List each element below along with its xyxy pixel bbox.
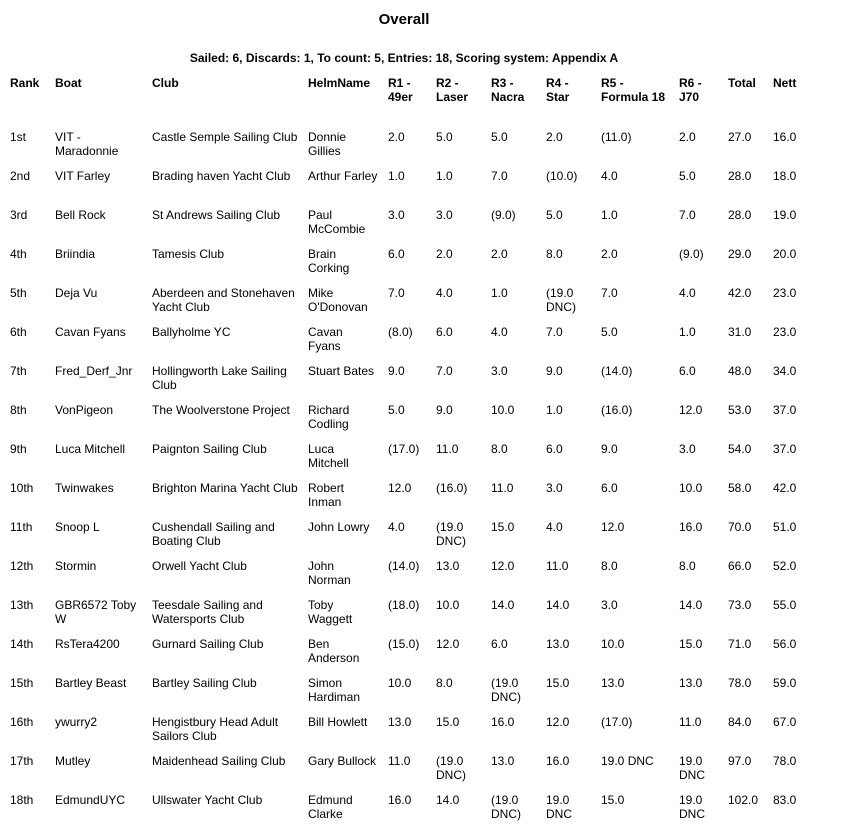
table-cell: 16.0 xyxy=(679,520,703,534)
table-cell: 7th xyxy=(10,364,27,378)
table-cell: 19.0 DNC xyxy=(546,793,572,821)
table-cell: Bartley Sailing Club xyxy=(152,676,257,690)
table-cell: 9.0 xyxy=(546,364,563,378)
table-cell: Paul McCombie xyxy=(308,208,366,236)
table-cell: Gary Bullock xyxy=(308,754,377,768)
table-cell: Bill Howlett xyxy=(308,715,368,729)
table-cell: 4.0 xyxy=(601,169,618,183)
table-cell: 10.0 xyxy=(491,403,515,417)
table-cell: Toby Waggett xyxy=(308,598,353,626)
table-cell: Bartley Beast xyxy=(55,676,127,690)
table-cell: 8.0 xyxy=(491,442,508,456)
column-header: HelmName xyxy=(308,76,371,90)
table-cell: (14.0) xyxy=(601,364,633,378)
table-cell: Cavan Fyans xyxy=(55,325,126,339)
table-cell: 2nd xyxy=(10,169,31,183)
table-cell: 12.0 xyxy=(388,481,412,495)
table-cell: 9.0 xyxy=(436,403,453,417)
column-header: Rank xyxy=(10,76,40,90)
table-cell: 31.0 xyxy=(728,325,752,339)
table-cell: Twinwakes xyxy=(55,481,114,495)
table-cell: 13.0 xyxy=(491,754,515,768)
table-cell: 19.0 DNC xyxy=(679,754,705,782)
table-cell: 3.0 xyxy=(491,364,508,378)
table-cell: 6.0 xyxy=(436,325,453,339)
table-cell: (19.0 DNC) xyxy=(546,286,576,314)
table-row xyxy=(5,520,814,559)
table-cell: Simon Hardiman xyxy=(308,676,361,704)
page-title: Overall xyxy=(378,11,430,28)
table-cell: Donnie Gillies xyxy=(308,130,347,158)
table-cell: (19.0 DNC) xyxy=(491,676,521,704)
table-cell: 29.0 xyxy=(728,247,752,261)
table-cell: 18.0 xyxy=(773,169,797,183)
table-cell: 13.0 xyxy=(601,676,625,690)
table-cell: 1.0 xyxy=(601,208,618,222)
table-cell: 11.0 xyxy=(436,442,459,456)
table-cell: 2.0 xyxy=(679,130,696,144)
table-cell: Teesdale Sailing and Watersports Club xyxy=(152,598,263,626)
table-cell: 12th xyxy=(10,559,34,573)
table-cell: 7.0 xyxy=(436,364,453,378)
table-cell: 11.0 xyxy=(679,715,702,729)
table-cell: 1.0 xyxy=(388,169,405,183)
column-header: Nett xyxy=(773,76,797,90)
table-cell: Snoop L xyxy=(55,520,100,534)
table-cell: 42.0 xyxy=(773,481,797,495)
table-cell: 15.0 xyxy=(546,676,570,690)
table-cell: RsTera4200 xyxy=(55,637,120,651)
table-cell: John Lowry xyxy=(308,520,370,534)
table-cell: 4.0 xyxy=(679,286,696,300)
table-cell: EdmundUYC xyxy=(55,793,126,807)
table-cell: 1.0 xyxy=(436,169,453,183)
table-cell: 16th xyxy=(10,715,34,729)
table-cell: 10.0 xyxy=(436,598,460,612)
table-cell: 71.0 xyxy=(728,637,752,651)
table-cell: 1st xyxy=(10,130,27,144)
table-cell: 4.0 xyxy=(436,286,453,300)
table-cell: 6th xyxy=(10,325,27,339)
table-cell: St Andrews Sailing Club xyxy=(152,208,281,222)
table-cell: (16.0) xyxy=(436,481,468,495)
table-row xyxy=(5,286,814,325)
table-cell: 13.0 xyxy=(436,559,460,573)
table-cell: 8.0 xyxy=(601,559,618,573)
table-cell: 78.0 xyxy=(728,676,752,690)
table-cell: 16.0 xyxy=(773,130,797,144)
table-cell: Hengistbury Head Adult Sailors Club xyxy=(152,715,279,743)
column-header: R4 - Star xyxy=(546,76,570,104)
table-cell: 2.0 xyxy=(546,130,563,144)
column-header: Total xyxy=(728,76,756,90)
table-cell: Mike O'Donovan xyxy=(308,286,368,314)
table-cell: 5.0 xyxy=(601,325,618,339)
table-cell: 13th xyxy=(10,598,34,612)
table-cell: (10.0) xyxy=(546,169,578,183)
column-header: Boat xyxy=(55,76,82,90)
table-cell: 7.0 xyxy=(601,286,618,300)
table-cell: VIT Farley xyxy=(55,169,111,183)
table-row xyxy=(5,481,814,520)
table-cell: Brighton Marina Yacht Club xyxy=(152,481,298,495)
table-cell: Aberdeen and Stonehaven Yacht Club xyxy=(152,286,295,314)
table-cell: 7.0 xyxy=(388,286,405,300)
table-cell: (18.0) xyxy=(388,598,420,612)
table-cell: 15.0 xyxy=(436,715,460,729)
column-header: R2 - Laser xyxy=(436,76,469,104)
table-cell: 6.0 xyxy=(388,247,405,261)
table-row xyxy=(5,676,814,715)
table-cell: 73.0 xyxy=(728,598,752,612)
table-cell: (11.0) xyxy=(601,130,632,144)
table-cell: Fred_Derf_Jnr xyxy=(55,364,133,378)
table-cell: Stormin xyxy=(55,559,97,573)
table-cell: Cavan Fyans xyxy=(308,325,343,353)
table-cell: 14.0 xyxy=(546,598,570,612)
table-cell: Robert Inman xyxy=(308,481,345,509)
column-header: Club xyxy=(152,76,179,90)
table-cell: (15.0) xyxy=(388,637,420,651)
table-cell: 15th xyxy=(10,676,34,690)
table-cell: 48.0 xyxy=(728,364,752,378)
table-cell: 5.0 xyxy=(436,130,453,144)
table-cell: Orwell Yacht Club xyxy=(152,559,247,573)
table-cell: John Norman xyxy=(308,559,351,587)
table-cell: Arthur Farley xyxy=(308,169,378,183)
table-cell: 13.0 xyxy=(679,676,703,690)
table-cell: 3.0 xyxy=(546,481,563,495)
table-row xyxy=(5,715,814,754)
table-cell: 16.0 xyxy=(546,754,570,768)
table-cell: Hollingworth Lake Sailing Club xyxy=(152,364,287,392)
table-row xyxy=(5,130,814,169)
table-row xyxy=(5,559,814,598)
table-cell: 14.0 xyxy=(679,598,703,612)
table-row xyxy=(5,403,814,442)
table-cell: (19.0 DNC) xyxy=(491,793,521,821)
table-cell: Ballyholme YC xyxy=(152,325,231,339)
table-cell: Tamesis Club xyxy=(152,247,225,261)
table-cell: 18th xyxy=(10,793,34,807)
table-cell: Brading haven Yacht Club xyxy=(152,169,291,183)
table-cell: 84.0 xyxy=(728,715,752,729)
table-cell: 4th xyxy=(10,247,27,261)
table-cell: 13.0 xyxy=(388,715,412,729)
table-cell: 83.0 xyxy=(773,793,797,807)
table-cell: 55.0 xyxy=(773,598,797,612)
table-cell: 6.0 xyxy=(491,637,508,651)
table-cell: 19.0 DNC xyxy=(679,793,705,821)
table-cell: Luca Mitchell xyxy=(55,442,126,456)
table-cell: 10.0 xyxy=(601,637,625,651)
table-cell: (17.0) xyxy=(601,715,633,729)
table-cell: (19.0 DNC) xyxy=(436,520,466,548)
table-cell: 1.0 xyxy=(546,403,563,417)
table-cell: 3rd xyxy=(10,208,28,222)
table-cell: 8.0 xyxy=(679,559,696,573)
table-cell: Deja Vu xyxy=(55,286,98,300)
table-cell: 37.0 xyxy=(773,442,797,456)
table-cell: 7.0 xyxy=(546,325,563,339)
table-cell: 5th xyxy=(10,286,27,300)
table-cell: 3.0 xyxy=(679,442,696,456)
table-cell: 27.0 xyxy=(728,130,752,144)
table-cell: (8.0) xyxy=(388,325,413,339)
table-cell: 16.0 xyxy=(491,715,515,729)
table-cell: 3.0 xyxy=(388,208,405,222)
table-row xyxy=(5,793,814,832)
table-cell: Ullswater Yacht Club xyxy=(152,793,263,807)
table-cell: Ben Anderson xyxy=(308,637,360,665)
table-cell: 37.0 xyxy=(773,403,797,417)
table-cell: (14.0) xyxy=(388,559,420,573)
table-cell: 13.0 xyxy=(546,637,570,651)
table-cell: 11.0 xyxy=(546,559,569,573)
table-cell: 51.0 xyxy=(773,520,797,534)
table-cell: 10.0 xyxy=(679,481,703,495)
table-cell: 4.0 xyxy=(388,520,405,534)
table-cell: 2.0 xyxy=(491,247,508,261)
table-cell: Castle Semple Sailing Club xyxy=(152,130,298,144)
table-cell: 3.0 xyxy=(601,598,618,612)
table-cell: 14th xyxy=(10,637,34,651)
table-row xyxy=(5,637,814,676)
table-cell: 12.0 xyxy=(491,559,515,573)
table-cell: 54.0 xyxy=(728,442,752,456)
results-table xyxy=(5,75,814,832)
table-cell: Luca Mitchell xyxy=(308,442,349,470)
table-cell: 14.0 xyxy=(436,793,460,807)
table-cell: Mutley xyxy=(55,754,91,768)
table-cell: 97.0 xyxy=(728,754,752,768)
table-cell: 56.0 xyxy=(773,637,797,651)
table-cell: 2.0 xyxy=(601,247,618,261)
table-cell: 12.0 xyxy=(679,403,703,417)
table-cell: 42.0 xyxy=(728,286,752,300)
table-cell: 9.0 xyxy=(388,364,405,378)
table-row xyxy=(5,208,814,247)
table-cell: (19.0 DNC) xyxy=(436,754,466,782)
table-cell: 52.0 xyxy=(773,559,797,573)
table-cell: 9th xyxy=(10,442,27,456)
table-cell: 10.0 xyxy=(388,676,412,690)
table-cell: Brain Corking xyxy=(308,247,350,275)
table-cell: The Woolverstone Project xyxy=(152,403,290,417)
table-cell: 66.0 xyxy=(728,559,752,573)
table-cell: VonPigeon xyxy=(55,403,114,417)
table-cell: 70.0 xyxy=(728,520,752,534)
table-cell: 58.0 xyxy=(728,481,752,495)
table-cell: 8.0 xyxy=(436,676,453,690)
table-cell: 15.0 xyxy=(679,637,703,651)
table-cell: 59.0 xyxy=(773,676,797,690)
table-cell: 11.0 xyxy=(388,754,411,768)
table-cell: 20.0 xyxy=(773,247,797,261)
table-row xyxy=(5,442,814,481)
table-cell: 6.0 xyxy=(601,481,618,495)
table-cell: 19.0 xyxy=(773,208,797,222)
column-header: R1 - 49er xyxy=(388,76,413,104)
column-header: R3 - Nacra xyxy=(491,76,525,104)
table-cell: 15.0 xyxy=(491,520,515,534)
table-cell: 28.0 xyxy=(728,208,752,222)
column-header: R6 - J70 xyxy=(679,76,702,104)
table-row xyxy=(5,754,814,793)
table-cell: 2.0 xyxy=(436,247,453,261)
table-cell: 9.0 xyxy=(601,442,618,456)
table-cell: 17th xyxy=(10,754,34,768)
table-cell: Richard Codling xyxy=(308,403,350,431)
column-header: R5 - Formula 18 xyxy=(601,76,666,104)
table-cell: 11.0 xyxy=(491,481,514,495)
table-cell: 23.0 xyxy=(773,325,797,339)
table-cell: 5.0 xyxy=(679,169,696,183)
table-cell: 1.0 xyxy=(679,325,696,339)
table-cell: 15.0 xyxy=(601,793,625,807)
table-cell: (9.0) xyxy=(679,247,704,261)
table-cell: 7.0 xyxy=(491,169,508,183)
table-cell: 5.0 xyxy=(388,403,405,417)
header-row xyxy=(5,75,814,130)
table-cell: 5.0 xyxy=(491,130,508,144)
table-cell: 4.0 xyxy=(491,325,508,339)
table-cell: 4.0 xyxy=(546,520,563,534)
table-row xyxy=(5,364,814,403)
table-cell: 10th xyxy=(10,481,34,495)
table-cell: 78.0 xyxy=(773,754,797,768)
table-header xyxy=(5,75,814,130)
table-cell: 67.0 xyxy=(773,715,797,729)
table-cell: 14.0 xyxy=(491,598,515,612)
table-cell: Edmund Clarke xyxy=(308,793,353,821)
table-cell: 1.0 xyxy=(491,286,508,300)
table-row xyxy=(5,598,814,637)
table-cell: 53.0 xyxy=(728,403,752,417)
table-cell: Paignton Sailing Club xyxy=(152,442,267,456)
table-cell: 11th xyxy=(10,520,33,534)
table-cell: 102.0 xyxy=(728,793,759,807)
table-cell: 2.0 xyxy=(388,130,405,144)
table-cell: 12.0 xyxy=(546,715,570,729)
table-cell: (9.0) xyxy=(491,208,516,222)
table-cell: 5.0 xyxy=(546,208,563,222)
table-row xyxy=(5,169,814,208)
table-cell: 28.0 xyxy=(728,169,752,183)
table-cell: VIT - Maradonnie xyxy=(55,130,119,158)
table-cell: 8th xyxy=(10,403,27,417)
table-cell: ywurry2 xyxy=(55,715,98,729)
table-cell: Briindia xyxy=(55,247,96,261)
table-cell: 23.0 xyxy=(773,286,797,300)
table-row xyxy=(5,247,814,286)
table-cell: Maidenhead Sailing Club xyxy=(152,754,286,768)
table-cell: Bell Rock xyxy=(55,208,106,222)
table-cell: Cushendall Sailing and Boating Club xyxy=(152,520,275,548)
table-cell: 16.0 xyxy=(388,793,412,807)
series-summary: Sailed: 6, Discards: 1, To count: 5, Entries: 18, Scoring system: Appendix A xyxy=(189,51,619,65)
table-cell: 3.0 xyxy=(436,208,453,222)
table-cell: 8.0 xyxy=(546,247,563,261)
table-cell: 7.0 xyxy=(679,208,696,222)
table-cell: 6.0 xyxy=(546,442,563,456)
table-body xyxy=(5,130,814,832)
table-cell: 12.0 xyxy=(436,637,460,651)
table-cell: 12.0 xyxy=(601,520,625,534)
table-cell: GBR6572 Toby W xyxy=(55,598,137,626)
table-row xyxy=(5,325,814,364)
table-cell: Gurnard Sailing Club xyxy=(152,637,264,651)
table-cell: (17.0) xyxy=(388,442,420,456)
table-cell: 34.0 xyxy=(773,364,797,378)
table-cell: 6.0 xyxy=(679,364,696,378)
table-cell: 19.0 DNC xyxy=(601,754,654,768)
table-cell: Stuart Bates xyxy=(308,364,375,378)
table-cell: (16.0) xyxy=(601,403,633,417)
